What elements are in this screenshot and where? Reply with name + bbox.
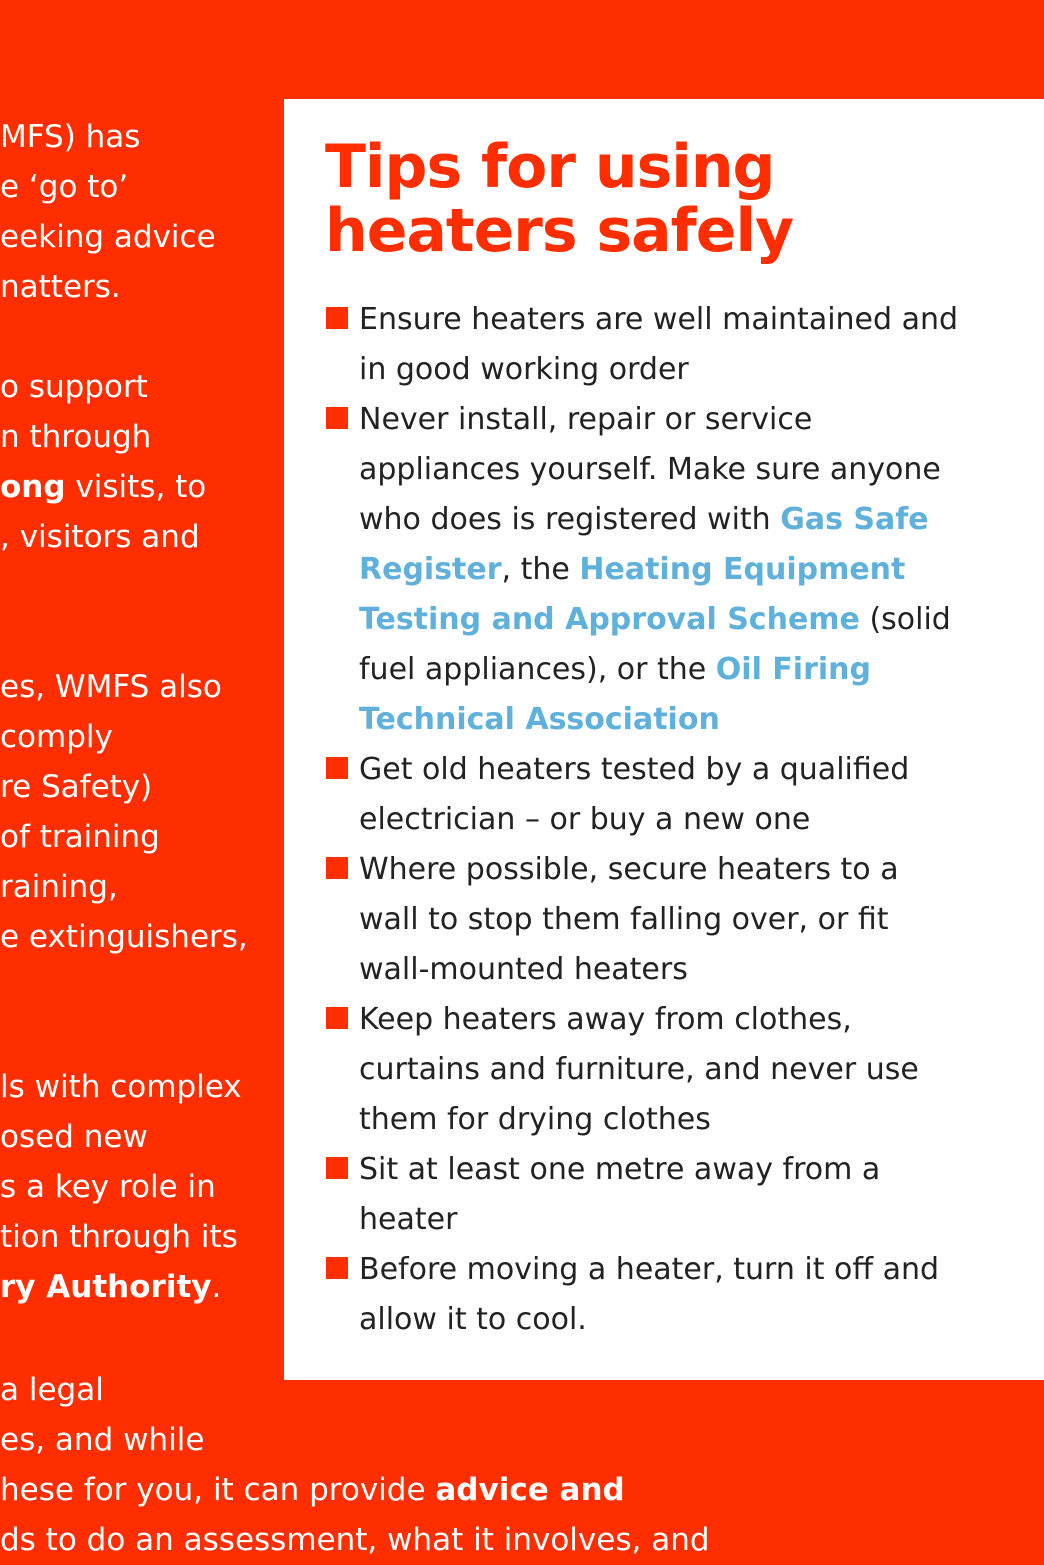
left-bold-text: ong (0, 469, 66, 505)
bottom-line (0, 1465, 625, 1515)
tip-text: Ensure heaters are well maintained and in good working order (359, 302, 959, 387)
bottom-line: es, and while (0, 1422, 205, 1458)
left-line: MFS) has (0, 119, 141, 155)
tip-text: Where possible, secure heaters to a wall to stop them falling over, or fit wall-mounted heaters (359, 852, 899, 987)
oftec-link[interactable]: Oil Firing Technical Association (359, 652, 871, 737)
square-bullet-icon (326, 1157, 348, 1179)
left-line: o support (0, 369, 148, 405)
left-line (0, 1262, 221, 1312)
left-line: e ‘go to’ (0, 169, 129, 205)
square-bullet-icon (326, 757, 348, 779)
tip-text: (solid fuel appliances), or the (359, 602, 951, 687)
left-line: re Safety) (0, 769, 153, 805)
square-bullet-icon (326, 1257, 348, 1279)
bottom-line: ds to do an assessment, what it involves, and (0, 1522, 710, 1558)
tip-item (326, 1245, 966, 1345)
left-line: osed new (0, 1119, 148, 1155)
left-line: ls with complex (0, 1069, 242, 1105)
left-line: s a key role in (0, 1169, 216, 1205)
hetas-link[interactable]: Heating Equipment Testing and Approval Scheme (359, 552, 906, 637)
left-line: n through (0, 419, 152, 455)
tip-text: Before moving a heater, turn it off and allow it to cool. (359, 1252, 940, 1337)
bottom-text-segment: hese for you, it can provide (0, 1472, 436, 1508)
left-line: eeking advice (0, 219, 216, 255)
tip-item (326, 295, 966, 395)
square-bullet-icon (326, 857, 348, 879)
left-line: comply (0, 719, 113, 755)
left-line: natters. (0, 269, 121, 305)
square-bullet-icon (326, 307, 348, 329)
tips-title-line: heaters safely (325, 196, 794, 266)
tip-text: Sit at least one metre away from a heater (359, 1152, 881, 1237)
tip-item (326, 745, 966, 845)
tip-text: Never install, repair or service appliances yourself. Make sure anyone who does is registered with (359, 402, 941, 537)
tips-list (326, 295, 966, 1345)
tip-item (326, 395, 966, 745)
left-bold-text: ry Authority (0, 1269, 212, 1305)
bottom-line: a legal (0, 1372, 104, 1408)
square-bullet-icon (326, 407, 348, 429)
tips-title-line: Tips for using (325, 132, 775, 202)
left-text-segment: visits, to (65, 469, 207, 505)
left-line: es, WMFS also (0, 669, 222, 705)
gas-safe-register-link[interactable]: Gas Safe Register (359, 502, 929, 587)
left-line (0, 462, 206, 512)
tip-text: , the (501, 552, 580, 587)
tip-item (326, 845, 966, 995)
left-line: raining, (0, 869, 118, 905)
left-text-segment: . (211, 1269, 222, 1305)
tip-text: Keep heaters away from clothes, curtains and furniture, and never use them for drying clothes (359, 1002, 919, 1137)
square-bullet-icon (326, 1007, 348, 1029)
left-line: e extinguishers, (0, 919, 248, 955)
tip-item (326, 995, 966, 1145)
tips-box (284, 99, 1044, 1380)
tip-text: Get old heaters tested by a qualified electrician – or buy a new one (359, 752, 910, 837)
tips-title (325, 132, 885, 266)
left-line: tion through its (0, 1219, 238, 1255)
left-line: of training (0, 819, 160, 855)
tip-item (326, 1145, 966, 1245)
bottom-bold-text: advice and (435, 1472, 625, 1508)
left-line: , visitors and (0, 519, 200, 555)
